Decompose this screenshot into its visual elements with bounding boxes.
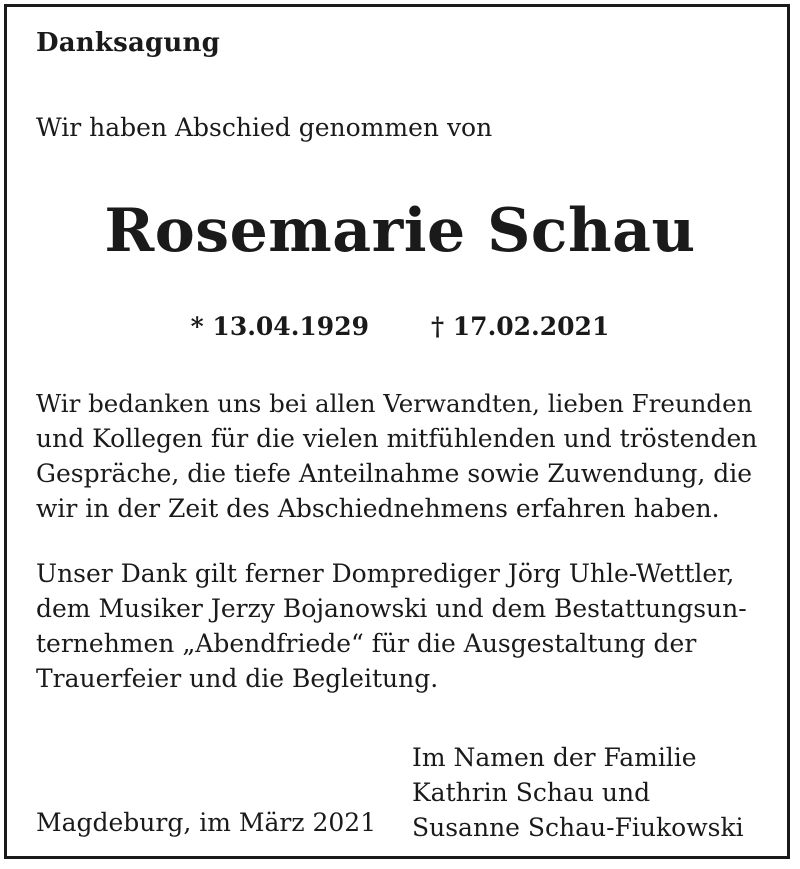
signature-line: Im Namen der Familie	[412, 743, 697, 772]
paragraph-line: Trauerfeier und die Begleitung.	[36, 664, 439, 693]
thanks-paragraph	[36, 386, 766, 526]
birth-date: * 13.04.1929	[190, 312, 369, 341]
place-date: Magdeburg, im März 2021	[36, 808, 377, 837]
paragraph-line: Wir bedanken uns bei allen Verwandten, lieben Freunden	[36, 389, 753, 418]
death-date: † 17.02.2021	[431, 312, 610, 341]
life-dates	[0, 312, 800, 341]
paragraph-line: Unser Dank gilt ferner Domprediger Jörg Uhle-Wettler,	[36, 559, 735, 588]
signature-line: Kathrin Schau und	[412, 778, 651, 807]
family-signature	[412, 740, 744, 845]
signature-line: Susanne Schau-Fiukowski	[412, 813, 744, 842]
paragraph-line: ternehmen „Abendfriede“ für die Ausgestaltung der	[36, 629, 697, 658]
intro-text: Wir haben Abschied genommen von	[36, 113, 493, 142]
paragraph-line: Gespräche, die tiefe Anteilnahme sowie Zuwendung, die	[36, 459, 753, 488]
paragraph-line: dem Musiker Jerzy Bojanowski und dem Bestattungsun-	[36, 594, 747, 623]
gratitude-paragraph	[36, 556, 766, 696]
deceased-name: Rosemarie Schau	[104, 196, 696, 266]
notice-heading: Danksagung	[36, 28, 220, 58]
paragraph-line: wir in der Zeit des Abschiednehmens erfahren haben.	[36, 494, 720, 523]
paragraph-line: und Kollegen für die vielen mitfühlenden und tröstenden	[36, 424, 758, 453]
